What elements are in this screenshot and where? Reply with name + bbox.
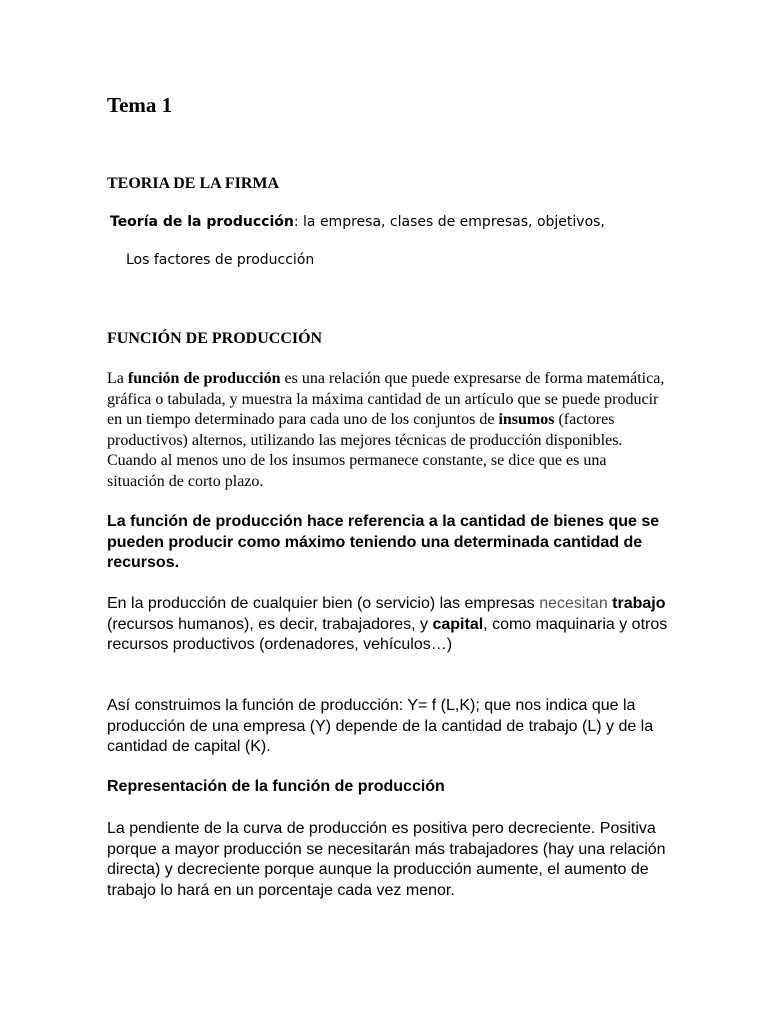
paragraph-formula: Así construimos la función de producción: Y= f (L,K); que nos indica que la producción de una empresa (Y) depende de la cantidad de trabajo (L) y de la cantidad de capital (K). — [107, 697, 654, 756]
para1-bold-insumos: insumos — [498, 411, 555, 429]
representation-heading: Representación de la función de producción — [107, 778, 445, 795]
para1-bold-term: función de producción — [127, 370, 281, 387]
paragraph-factors — [107, 594, 687, 656]
para3-text-3: , como maquinaria y otros recursos productivos (ordenadores, vehículos…) — [107, 615, 668, 654]
subtitle-line — [110, 212, 605, 232]
para3-gray-word: necesitan — [539, 595, 608, 612]
para3-text-2: (recursos humanos), es decir, trabajadores, y — [107, 615, 433, 633]
para3-bold-trabajo: trabajo — [612, 595, 666, 612]
subtitle-bold: Teoría de la producción — [110, 214, 294, 230]
paragraph-slope: La pendiente de la curva de producción es positiva pero decreciente. Positiva porque a mayor producción se necesitarán más trabajadores (hay una relación directa) y decreciente porque aunque la producción aumente, el aumento de trabajo lo hará en un porcentaje cada vez menor. — [107, 820, 666, 899]
paragraph-definition — [107, 369, 667, 493]
section-heading: TEORIA DE LA FIRMA — [107, 175, 280, 192]
production-heading: FUNCIÓN DE PRODUCCIÓN — [107, 330, 323, 347]
para1-text-3: (factores productivos) alternos, utilizando las mejores técnicas de producción disponibles. Cuando al menos uno de los insumos permanece constante, se dice que es una situación de corto plazo. — [107, 411, 623, 490]
page-title: Tema 1 — [107, 93, 173, 117]
para3-text-1: En la producción de cualquier bien (o servicio) las empresas — [107, 595, 540, 612]
paragraph-summary: La función de producción hace referencia a la cantidad de bienes que se pueden producir como máximo teniendo una determinada cantidad de recursos. — [107, 513, 660, 572]
subtitle-rest: : la empresa, clases de empresas, objetivos, — [293, 214, 605, 230]
para1-text-1: La — [107, 370, 128, 387]
subtitle-line-2: Los factores de producción — [126, 252, 315, 268]
para1-text-2: es una relación que puede expresarse de forma matemática, gráfica o tabulada, y muestra la máxima cantidad de un artículo que se puede producir en un tiempo determinado para cada uno de los conjuntos de — [107, 370, 665, 429]
para3-bold-capital: capital — [432, 615, 484, 633]
